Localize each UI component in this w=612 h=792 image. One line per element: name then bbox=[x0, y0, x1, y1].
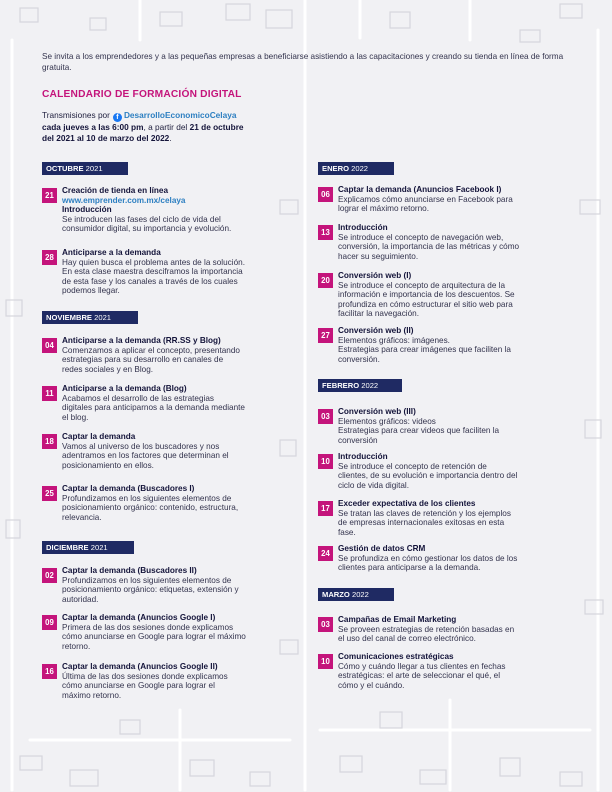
session-description-line: adentramos en los factores que determinan el bbox=[62, 451, 229, 461]
session-description-line: Comenzamos a aplicar el concepto, presentando bbox=[62, 345, 240, 355]
session-description-line: Se introduce el concepto de arquitectura de la bbox=[338, 280, 506, 290]
session-description-line: posicionamiento en ellos. bbox=[62, 460, 154, 470]
session-description-line: Estrategias para crear videos que faciliten la bbox=[338, 426, 500, 436]
session-title: Captar la demanda (Buscadores I) bbox=[62, 484, 195, 493]
month-header: ENERO 2022 bbox=[318, 162, 394, 175]
session-title: Captar la demanda (Anuncios Google I) bbox=[62, 613, 216, 622]
session-description-line: clientes, de su evolución e importancia dentro del bbox=[338, 471, 518, 481]
session-description-line: posicionamiento orgánico: contenido, estructura, bbox=[62, 503, 239, 513]
facebook-icon: f bbox=[113, 113, 122, 122]
session-title: Creación de tienda en línea bbox=[62, 186, 169, 195]
session-title: Anticiparse a la demanda bbox=[62, 248, 161, 257]
date-badge: 17 bbox=[318, 501, 333, 516]
date-badge: 24 bbox=[318, 546, 333, 561]
date-badge: 03 bbox=[318, 617, 333, 632]
session-description-line: Explicamos cómo anunciarse en Facebook para bbox=[338, 194, 513, 204]
session-description-line: Se introduce el concepto de navegación web, bbox=[338, 232, 504, 242]
date-badge: 06 bbox=[318, 187, 333, 202]
website-link[interactable]: www.emprender.com.mx/celaya bbox=[62, 195, 186, 205]
session-description-line: conversión. bbox=[338, 354, 380, 364]
session-title: Captar la demanda bbox=[62, 432, 136, 441]
date-badge: 10 bbox=[318, 454, 333, 469]
session-description-line: estratégicas: el arte de seleccionar el qué, el bbox=[338, 671, 501, 681]
month-header: NOVIEMBRE 2021 bbox=[42, 311, 138, 324]
session-title: Captar la demanda (Buscadores II) bbox=[62, 566, 197, 575]
session-description-line: Estrategias para crear imágenes que faciliten la bbox=[338, 345, 511, 355]
session-description-line: facilitar la navegación. bbox=[338, 309, 420, 319]
session-description-line: cómo anunciarse en Google para lograr el bbox=[62, 681, 215, 691]
session-description-line: ciclo de vida digital. bbox=[338, 480, 409, 490]
date-badge: 27 bbox=[318, 328, 333, 343]
session-description-line: Profundizamos en los siguientes elementos de bbox=[62, 493, 232, 503]
session-description-line: estrategias para su desarrollo en canales de bbox=[62, 355, 224, 365]
session-description-line: retorno. bbox=[62, 641, 91, 651]
session-title: Introducción bbox=[338, 452, 388, 461]
session-description-line: consumidor digital, su importancia y evolución. bbox=[62, 224, 232, 234]
session-description-line: lograr el máximo retorno. bbox=[338, 204, 430, 214]
date-badge: 10 bbox=[318, 654, 333, 669]
session-description-line: conversión bbox=[338, 435, 378, 445]
session-subtitle: Introducción bbox=[62, 205, 112, 215]
session-description-line: Elementos gráficos: imágenes. bbox=[338, 335, 450, 345]
session-description-line: el uso del canal de correo electrónico. bbox=[338, 634, 476, 644]
transmission-range: del 2021 al 10 de marzo del 2022 bbox=[42, 133, 170, 144]
date-badge: 16 bbox=[42, 664, 57, 679]
session-description-line: autoridad. bbox=[62, 594, 99, 604]
date-badge: 28 bbox=[42, 250, 57, 265]
session-description-line: digitales para anticiparnos a la demanda mediante bbox=[62, 403, 245, 413]
session-description-line: redes sociales y en Blog. bbox=[62, 364, 154, 374]
date-badge: 18 bbox=[42, 434, 57, 449]
session-description-line: fase. bbox=[338, 527, 356, 537]
session-description-line: profundiza en cómo estructurar el sitio web para bbox=[338, 299, 513, 309]
transmission-schedule: cada jueves a las 6:00 pm bbox=[42, 122, 144, 132]
session-description-line: conversión, la importancia de las métricas y cómo bbox=[338, 242, 520, 252]
facebook-handle-link[interactable]: DesarrolloEconomicoCelaya bbox=[123, 110, 237, 120]
session-title: Conversión web (III) bbox=[338, 407, 416, 416]
session-description-line: cómo anunciarse en Google para lograr el máximo bbox=[62, 632, 246, 642]
session-title: Anticiparse a la demanda (Blog) bbox=[62, 384, 187, 393]
transmission-info: Transmisiones por f DesarrolloEconomicoCelaya cada jueves a las 6:00 pm, a partir del 21 de octubre del 2021 al 10 de marzo del 2022. bbox=[42, 110, 244, 144]
session-description-line: Se profundiza en cómo gestionar los datos de los bbox=[338, 553, 518, 563]
page-title: CALENDARIO DE FORMACIÓN DIGITAL bbox=[42, 89, 242, 100]
session-description-line: clientes para anticiparse a la demanda. bbox=[338, 563, 481, 573]
date-badge: 20 bbox=[318, 273, 333, 288]
month-header: OCTUBRE 2021 bbox=[42, 162, 128, 175]
session-description-line: cómo y el cuándo. bbox=[338, 680, 405, 690]
session-title: Conversión web (II) bbox=[338, 326, 414, 335]
session-description-line: Se introducen las fases del ciclo de vida del bbox=[62, 214, 221, 224]
date-badge: 21 bbox=[42, 188, 57, 203]
session-description-line: relevancia. bbox=[62, 512, 102, 522]
session-description-line: máximo retorno. bbox=[62, 690, 122, 700]
date-badge: 13 bbox=[318, 225, 333, 240]
date-badge: 04 bbox=[42, 338, 57, 353]
date-badge: 03 bbox=[318, 409, 333, 424]
session-description-line: posicionamiento orgánico: etiquetas, extensión y bbox=[62, 585, 239, 595]
month-header: MARZO 2022 bbox=[318, 588, 394, 601]
session-description-line: el blog. bbox=[62, 412, 89, 422]
session-title: Introducción bbox=[338, 223, 388, 232]
session-description-line: Hay quien busca el problema antes de la solución. bbox=[62, 257, 245, 267]
session-title: Anticiparse a la demanda (RR.SS y Blog) bbox=[62, 336, 221, 345]
session-description-line: hacer su seguimiento. bbox=[338, 251, 419, 261]
session-description-line: de empresas internacionales exitosas en esta bbox=[338, 518, 505, 528]
month-header: DICIEMBRE 2021 bbox=[42, 541, 134, 554]
session-description-line: Última de las dos sesiones donde explicamos bbox=[62, 671, 228, 681]
session-description-line: información e importancia de los descuentos. Se bbox=[338, 290, 515, 300]
session-description-line: Cómo y cuándo llegar a tus clientes en fechas bbox=[338, 661, 506, 671]
session-description-line: En esta clase maestra desciframos la importancia bbox=[62, 267, 243, 277]
session-title: Captar la demanda (Anuncios Google II) bbox=[62, 662, 218, 671]
session-description-line: Profundizamos en los siguientes elementos de bbox=[62, 575, 232, 585]
session-description-line: Vamos al universo de los buscadores y nos bbox=[62, 441, 220, 451]
session-description-line: Elementos gráficos: videos bbox=[338, 416, 436, 426]
session-description-line: Se tratan las claves de retención y los ejemplos bbox=[338, 508, 511, 518]
date-badge: 09 bbox=[42, 615, 57, 630]
session-description-line: podemos llegar. bbox=[62, 286, 120, 296]
date-badge: 02 bbox=[42, 568, 57, 583]
session-title: Conversión web (I) bbox=[338, 271, 412, 280]
session-description-line: Se introduce el concepto de retención de bbox=[338, 461, 487, 471]
session-description-line: de esta fase y los canales a través de los cuales bbox=[62, 276, 238, 286]
session-description-line: Primera de las dos sesiones donde explicamos bbox=[62, 622, 234, 632]
month-header: FEBRERO 2022 bbox=[318, 379, 402, 392]
session-title: Exceder expectativa de los clientes bbox=[338, 499, 476, 508]
intro-text: Se invita a los emprendedores y a las pequeñas empresas a beneficiarse asistiendo a las capacitaciones y creando su tienda en línea de forma gratuita. bbox=[42, 52, 564, 72]
session-title: Gestión de datos CRM bbox=[338, 544, 426, 553]
session-description-line: Se proveen estrategias de retención basadas en bbox=[338, 624, 515, 634]
date-badge: 11 bbox=[42, 386, 57, 401]
transmission-prefix: Transmisiones por bbox=[42, 110, 110, 120]
session-title: Captar la demanda (Anuncios Facebook I) bbox=[338, 185, 502, 194]
session-description-line: Acabamos el desarrollo de las estrategias bbox=[62, 393, 215, 403]
session-title: Campañas de Email Marketing bbox=[338, 615, 457, 624]
date-badge: 25 bbox=[42, 486, 57, 501]
session-title: Comunicaciones estratégicas bbox=[338, 652, 454, 661]
